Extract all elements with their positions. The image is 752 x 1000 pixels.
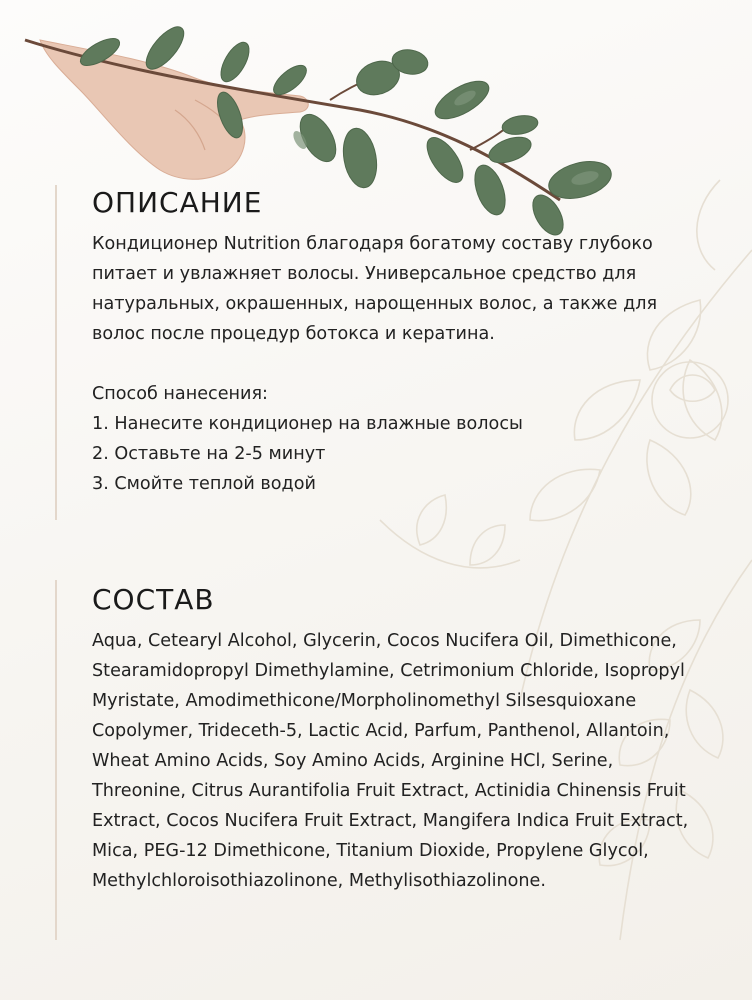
description-text: Кондиционер Nutrition благодаря богатому составу глубоко питает и увлажняет волосы. Универсальное средство для натуральных, окрашенных, нарощенных волос, а также для волос после процедур ботокса и кератина. [92,234,658,344]
method-step: 3. Смойте теплой водой [92,474,316,494]
description-section [92,185,712,499]
composition-section [92,582,712,896]
method-title: Способ нанесения: [92,384,268,404]
method-step: 1. Нанесите кондиционер на влажные волосы [92,414,523,434]
description-accent-line [55,185,57,520]
composition-accent-line [55,580,57,940]
method-step: 2. Оставьте на 2-5 минут [92,444,326,464]
composition-title: СОСТАВ [92,583,215,616]
composition-text: Aqua, Cetearyl Alcohol, Glycerin, Cocos Nucifera Oil, Dimethicone, Stearamidopropyl Dimethylamine, Cetrimonium Chloride, Isopropyl Myristate, Amodimethicone/Morpholinomethyl Silsesquioxane Copolymer, Trideceth-5, Lactic Acid, Parfum, Panthenol, Allantoin, Wheat Amino Acids, Soy Amino Acids, Arginine HCl, Serine, Threonine, Citrus Aurantifolia Fruit Extract, Actinidia Chinensis Fruit Extract, Cocos Nucifera Fruit Extract, Mangifera Indica Fruit Extract, Mica, PEG-12 Dimethicone, Titanium Dioxide, Propylene Glycol, Methylchloroisothiazolinone, Methylisothiazolinone. [92,631,689,891]
application-method [92,379,712,499]
description-title: ОПИСАНИЕ [92,186,263,219]
